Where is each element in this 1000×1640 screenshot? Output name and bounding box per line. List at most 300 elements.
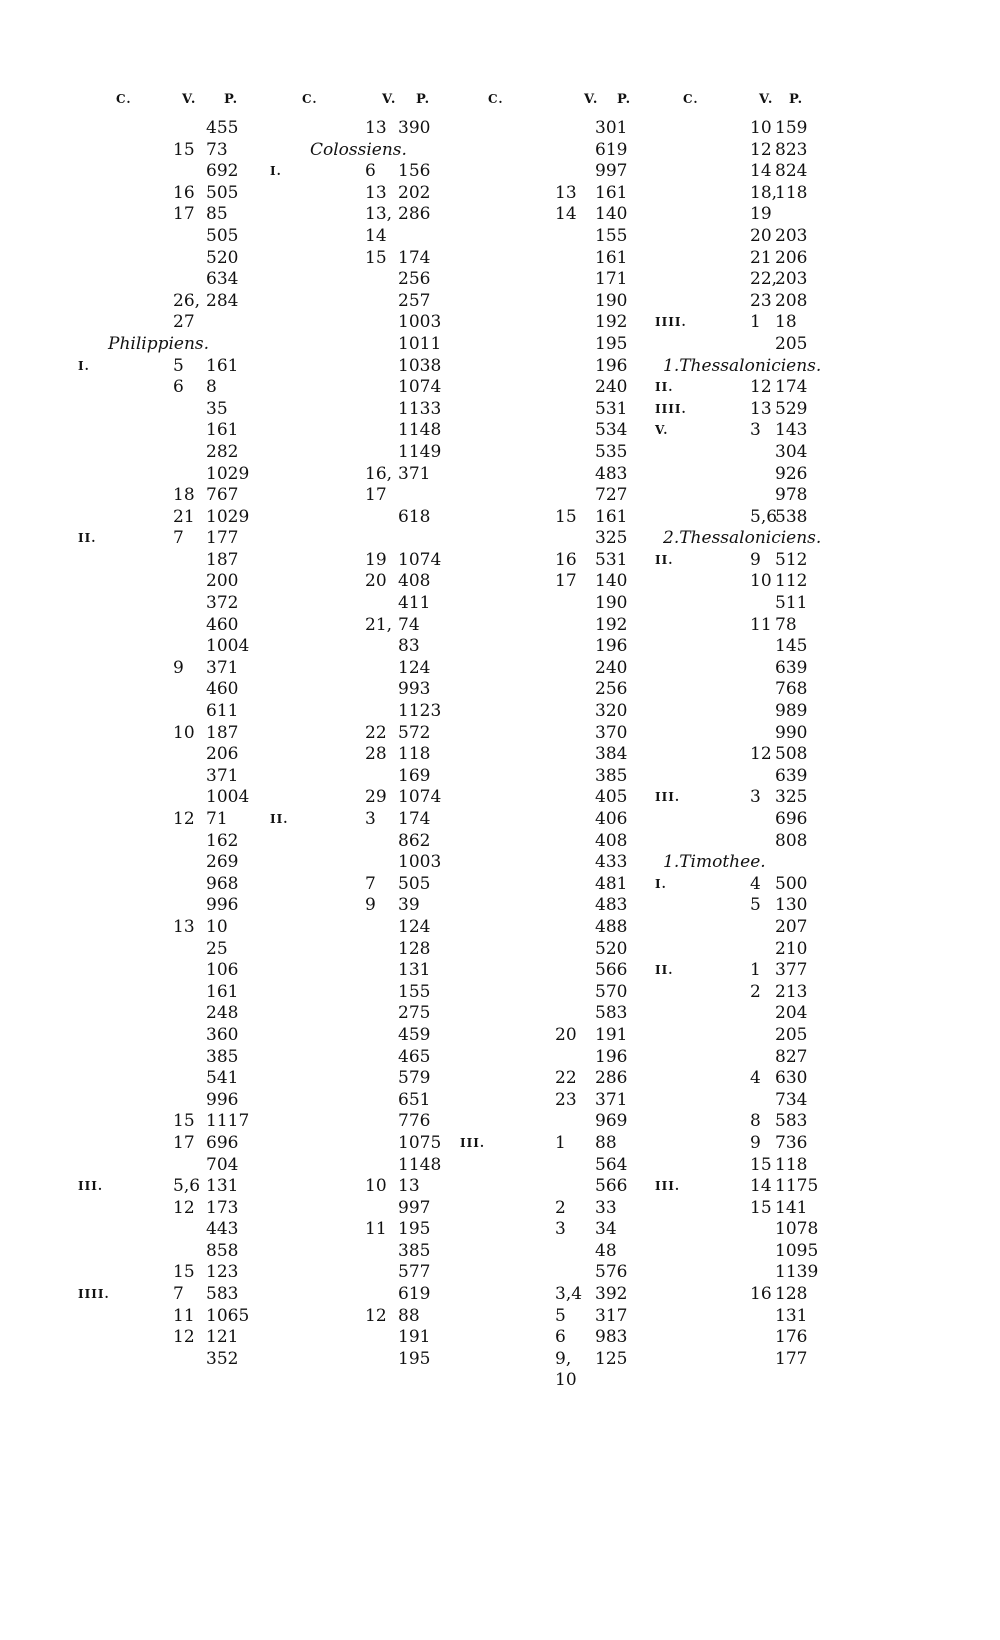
index-entry	[78, 140, 288, 162]
page-number: 459	[398, 1024, 431, 1045]
verse-number: 7	[173, 528, 184, 549]
index-entry	[78, 1262, 288, 1284]
index-entry	[78, 507, 288, 529]
page-number: 411	[398, 593, 431, 614]
index-entry	[460, 485, 660, 507]
page-number: 206	[775, 247, 808, 268]
page-number: 284	[206, 290, 239, 311]
page-number: 205	[775, 333, 808, 354]
verse-number: 13,	[365, 204, 393, 225]
page-number: 768	[775, 679, 808, 700]
column-header	[460, 88, 660, 118]
index-entry	[460, 571, 660, 593]
verse-number: 13	[750, 398, 772, 419]
page-number: 566	[595, 960, 628, 981]
index-entry	[460, 550, 660, 572]
index-entry	[78, 528, 288, 550]
page-number: 508	[775, 744, 808, 765]
page-number: 704	[206, 1154, 239, 1175]
page-number: 10	[206, 916, 228, 937]
verse-number: 10	[750, 571, 772, 592]
verse-number: 10	[365, 1176, 387, 1197]
header-verse: V.	[382, 92, 397, 107]
page-number: 169	[398, 765, 431, 786]
page-number: 25	[206, 938, 228, 959]
index-entry	[270, 291, 470, 313]
verse-number: 9	[750, 549, 761, 570]
page-number: 286	[595, 1068, 628, 1089]
page-number: 173	[206, 1197, 239, 1218]
verse-number: 17	[173, 1132, 195, 1153]
verse-number: 11	[365, 1219, 387, 1240]
page-number: 1003	[398, 852, 442, 873]
index-entry	[270, 1306, 470, 1328]
index-entry	[655, 874, 865, 896]
index-entry	[655, 895, 865, 917]
verse-number: 11	[173, 1305, 195, 1326]
verse-number: 10	[173, 722, 195, 743]
page-number: 118	[775, 182, 808, 203]
index-entry	[655, 593, 865, 615]
verse-number: 1	[750, 960, 761, 981]
verse-number: 12	[173, 1197, 195, 1218]
page-number: 174	[775, 377, 808, 398]
index-entry	[78, 593, 288, 615]
index-entry	[78, 874, 288, 896]
index-entry	[655, 1133, 865, 1155]
index-entry	[78, 420, 288, 442]
page-number: 989	[775, 701, 808, 722]
page-number: 978	[775, 485, 808, 506]
index-entry	[270, 571, 470, 593]
index-entry	[270, 1003, 470, 1025]
page-number: 156	[398, 161, 431, 182]
verse-number: 5,6	[173, 1176, 201, 1197]
chapter-number: II.	[78, 531, 97, 546]
header-page: P.	[617, 92, 632, 107]
index-entry	[270, 118, 470, 140]
index-entry	[460, 1155, 660, 1177]
verse-number: 14	[555, 204, 577, 225]
index-entry	[655, 420, 865, 442]
index-entry	[270, 507, 470, 529]
index-entry	[460, 140, 660, 162]
column-header	[655, 88, 865, 118]
chapter-number: III.	[655, 1179, 681, 1194]
index-entry	[460, 874, 660, 896]
page-number: 566	[595, 1176, 628, 1197]
page-number: 385	[595, 765, 628, 786]
index-entry	[655, 140, 865, 162]
page-number: 190	[595, 593, 628, 614]
index-entry	[270, 1176, 470, 1198]
page-number: 325	[595, 528, 628, 549]
verse-number: 1	[750, 312, 761, 333]
page-number: 124	[398, 916, 431, 937]
index-entry	[270, 874, 470, 896]
index-column-3	[460, 88, 660, 1392]
index-entry	[655, 464, 865, 486]
verse-number: 22,	[750, 269, 778, 290]
index-entry	[655, 183, 865, 205]
page-number: 371	[206, 765, 239, 786]
index-entry	[78, 399, 288, 421]
index-entry	[460, 615, 660, 637]
index-entry	[270, 377, 470, 399]
page-number: 520	[595, 938, 628, 959]
index-entry	[460, 464, 660, 486]
page-number: 125	[595, 1348, 628, 1369]
page-number: 121	[206, 1327, 239, 1348]
index-entry	[655, 766, 865, 788]
index-entry	[655, 204, 865, 226]
page-number: 187	[206, 722, 239, 743]
page-number: 131	[206, 1176, 239, 1197]
index-entry	[655, 744, 865, 766]
index-entry	[460, 1090, 660, 1112]
verse-number: 21	[750, 247, 772, 268]
index-entry	[78, 312, 288, 334]
index-entry	[460, 831, 660, 853]
page-number: 155	[398, 981, 431, 1002]
page-number: 512	[775, 549, 808, 570]
page-number: 1139	[775, 1262, 819, 1283]
index-entry	[78, 1327, 288, 1349]
index-entry	[78, 1003, 288, 1025]
verse-number: 15	[173, 1111, 195, 1132]
page-number: 202	[398, 182, 431, 203]
page-number: 83	[398, 636, 420, 657]
index-entry	[78, 1111, 288, 1133]
verse-number: 12	[173, 809, 195, 829]
index-entry	[460, 895, 660, 917]
index-entry	[270, 269, 470, 291]
index-entry	[270, 334, 470, 356]
index-entry	[78, 852, 288, 874]
index-entry	[460, 442, 660, 464]
verse-number: 3	[750, 420, 761, 441]
index-entry	[655, 334, 865, 356]
verse-number: 23	[750, 290, 772, 311]
index-entry	[270, 766, 470, 788]
page-number: 455	[206, 118, 239, 138]
page-number: 824	[775, 161, 808, 182]
page-number: 141	[775, 1197, 808, 1218]
chapter-number: II.	[655, 963, 674, 978]
verse-number: 23	[555, 1089, 577, 1110]
verse-number: 17	[365, 485, 387, 506]
index-entry	[78, 939, 288, 961]
index-entry	[460, 636, 660, 658]
index-entry	[655, 1025, 865, 1047]
page-number: 1074	[398, 549, 442, 570]
index-entry	[270, 248, 470, 270]
index-entry	[655, 939, 865, 961]
index-entry	[655, 809, 865, 831]
section-heading: 1.Timothee.	[663, 852, 766, 873]
index-entry	[655, 1090, 865, 1112]
verse-number: 3,4	[555, 1284, 583, 1305]
verse-number: 20	[750, 225, 772, 246]
index-entry	[78, 1155, 288, 1177]
index-entry	[270, 917, 470, 939]
index-entry	[78, 1241, 288, 1263]
column-header	[270, 88, 470, 118]
page-number: 639	[775, 657, 808, 678]
page-number: 256	[595, 679, 628, 700]
verse-number: 13	[365, 118, 387, 138]
page-number: 208	[775, 290, 808, 311]
page-number: 352	[206, 1348, 239, 1369]
verse-number: 6	[173, 377, 184, 398]
page-number: 74	[398, 614, 420, 635]
page-number: 1004	[206, 636, 250, 657]
index-entry	[655, 1176, 865, 1198]
page-number: 630	[775, 1068, 808, 1089]
index-entry	[460, 723, 660, 745]
page-number: 71	[206, 809, 228, 829]
page-number: 505	[206, 225, 239, 246]
page-number: 385	[398, 1240, 431, 1261]
index-entry	[270, 161, 470, 183]
index-entry	[78, 1198, 288, 1220]
index-entry	[655, 1262, 865, 1284]
index-entry	[78, 1219, 288, 1241]
verse-number: 17	[555, 571, 577, 592]
header-chapter: C.	[302, 92, 318, 106]
index-entry	[460, 917, 660, 939]
index-entry	[270, 831, 470, 853]
index-entry	[655, 1111, 865, 1133]
index-entry	[460, 312, 660, 334]
verse-number: 16	[555, 549, 577, 570]
index-entry	[460, 744, 660, 766]
page-number: 1123	[398, 701, 442, 722]
verse-number: 14	[750, 1176, 772, 1197]
page-number: 196	[595, 1046, 628, 1067]
page-number: 531	[595, 398, 628, 419]
page-number: 301	[595, 118, 628, 138]
index-entry	[655, 226, 865, 248]
page-number: 33	[595, 1197, 617, 1218]
page-number: 191	[398, 1327, 431, 1348]
index-entry	[460, 852, 660, 874]
index-entry	[270, 550, 470, 572]
section-heading-row	[655, 356, 865, 378]
index-entry	[460, 420, 660, 442]
page-number: 269	[206, 852, 239, 873]
index-entry	[78, 831, 288, 853]
page-number: 317	[595, 1305, 628, 1326]
verse-number: 15	[173, 139, 195, 160]
index-entry	[270, 1219, 470, 1241]
index-entry	[460, 1111, 660, 1133]
verse-number: 15	[750, 1197, 772, 1218]
page-number: 140	[595, 204, 628, 225]
section-heading-row	[78, 334, 288, 356]
page-number: 161	[595, 506, 628, 527]
page-number: 171	[595, 269, 628, 290]
page-number: 570	[595, 981, 628, 1002]
index-entry	[270, 615, 470, 637]
index-entry	[78, 226, 288, 248]
page-number: 48	[595, 1240, 617, 1261]
page-number: 500	[775, 873, 808, 894]
index-entry	[460, 1349, 660, 1371]
index-entry	[460, 1370, 660, 1392]
verse-number: 29	[365, 787, 387, 808]
verse-number: 26,	[173, 290, 201, 311]
page-number: 406	[595, 809, 628, 829]
index-entry	[460, 528, 660, 550]
page-number: 1149	[398, 441, 442, 462]
index-entry	[460, 183, 660, 205]
section-heading-row	[270, 140, 470, 162]
page-number: 634	[206, 269, 239, 290]
index-entry	[78, 1284, 288, 1306]
page-number: 35	[206, 398, 228, 419]
index-entry	[460, 982, 660, 1004]
chapter-number: IIII.	[655, 315, 687, 330]
index-entry	[270, 226, 470, 248]
index-entry	[78, 982, 288, 1004]
page-number: 862	[398, 830, 431, 851]
page-number: 174	[398, 809, 431, 829]
verse-number: 13	[173, 916, 195, 937]
index-entry	[460, 399, 660, 421]
index-entry	[460, 1047, 660, 1069]
page-number: 196	[595, 636, 628, 657]
index-entry	[78, 701, 288, 723]
page-number: 465	[398, 1046, 431, 1067]
verse-number: 12	[173, 1327, 195, 1348]
index-entry	[460, 507, 660, 529]
verse-number: 1	[555, 1132, 566, 1153]
index-entry	[270, 1111, 470, 1133]
index-entry	[78, 1068, 288, 1090]
index-entry	[655, 377, 865, 399]
page-number: 130	[775, 895, 808, 916]
page-number: 996	[206, 895, 239, 916]
page-number: 192	[595, 312, 628, 333]
verse-number: 21	[173, 506, 195, 527]
header-verse: V.	[759, 92, 774, 107]
verse-number: 9	[173, 657, 184, 678]
verse-number: 22	[365, 722, 387, 743]
verse-number: 16,	[365, 463, 393, 484]
section-heading-row	[655, 852, 865, 874]
index-entry	[270, 982, 470, 1004]
index-entry	[78, 1090, 288, 1112]
index-entry	[78, 269, 288, 291]
index-entry	[460, 1176, 660, 1198]
index-entry	[270, 960, 470, 982]
page-number: 1095	[775, 1240, 819, 1261]
index-entry	[460, 1025, 660, 1047]
index-entry	[78, 291, 288, 313]
index-entry	[78, 744, 288, 766]
index-entry	[655, 1284, 865, 1306]
index-entry	[460, 226, 660, 248]
page-number: 390	[398, 118, 431, 138]
page-number: 78	[775, 614, 797, 635]
page-number: 372	[206, 593, 239, 614]
verse-number: 13	[555, 182, 577, 203]
page-number: 618	[398, 506, 431, 527]
index-entry	[460, 291, 660, 313]
index-entry	[460, 766, 660, 788]
page-number: 505	[206, 182, 239, 203]
page-number: 131	[398, 960, 431, 981]
header-verse: V.	[182, 92, 197, 107]
index-entry	[655, 1068, 865, 1090]
index-entry	[270, 1133, 470, 1155]
page-number: 767	[206, 485, 239, 506]
page-number: 371	[206, 657, 239, 678]
page-number: 161	[595, 247, 628, 268]
verse-number: 15	[173, 1262, 195, 1283]
index-entry	[270, 183, 470, 205]
verse-number: 12	[365, 1305, 387, 1326]
index-entry	[460, 809, 660, 831]
index-entry	[460, 161, 660, 183]
verse-number: 14	[750, 161, 772, 182]
verse-number: 8	[750, 1111, 761, 1132]
index-entry	[78, 1306, 288, 1328]
page-number: 990	[775, 722, 808, 743]
page-number: 123	[206, 1262, 239, 1283]
chapter-number: II.	[655, 552, 674, 567]
index-entry	[655, 679, 865, 701]
verse-number: 3	[555, 1219, 566, 1240]
page-number: 1075	[398, 1132, 442, 1153]
page-number: 1074	[398, 377, 442, 398]
index-entry	[460, 960, 660, 982]
page-number: 993	[398, 679, 431, 700]
verse-number: 2	[750, 981, 761, 1002]
verse-number: 22	[555, 1068, 577, 1089]
index-entry	[655, 723, 865, 745]
page-number: 736	[775, 1132, 808, 1153]
page-number: 639	[775, 765, 808, 786]
index-entry	[270, 701, 470, 723]
header-chapter: C.	[116, 92, 132, 106]
index-entry	[78, 248, 288, 270]
page-number: 377	[775, 960, 808, 981]
index-entry	[78, 485, 288, 507]
page-number: 696	[775, 809, 808, 829]
index-entry	[270, 204, 470, 226]
chapter-number: IIII.	[78, 1287, 110, 1302]
verse-number: 18,	[750, 182, 778, 203]
page-number: 39	[398, 895, 420, 916]
index-column-4	[655, 88, 865, 1370]
page-number: 13	[398, 1176, 420, 1197]
page-number: 1038	[398, 355, 442, 376]
page-number: 408	[398, 571, 431, 592]
index-entry	[460, 1003, 660, 1025]
page-number: 577	[398, 1262, 431, 1283]
verse-number: 2	[555, 1197, 566, 1218]
page-number: 460	[206, 614, 239, 635]
page-number: 696	[206, 1132, 239, 1153]
page-number: 256	[398, 269, 431, 290]
index-entry	[655, 1047, 865, 1069]
index-entry	[270, 1198, 470, 1220]
index-entry	[655, 1219, 865, 1241]
page-number: 408	[595, 830, 628, 851]
index-entry	[78, 204, 288, 226]
